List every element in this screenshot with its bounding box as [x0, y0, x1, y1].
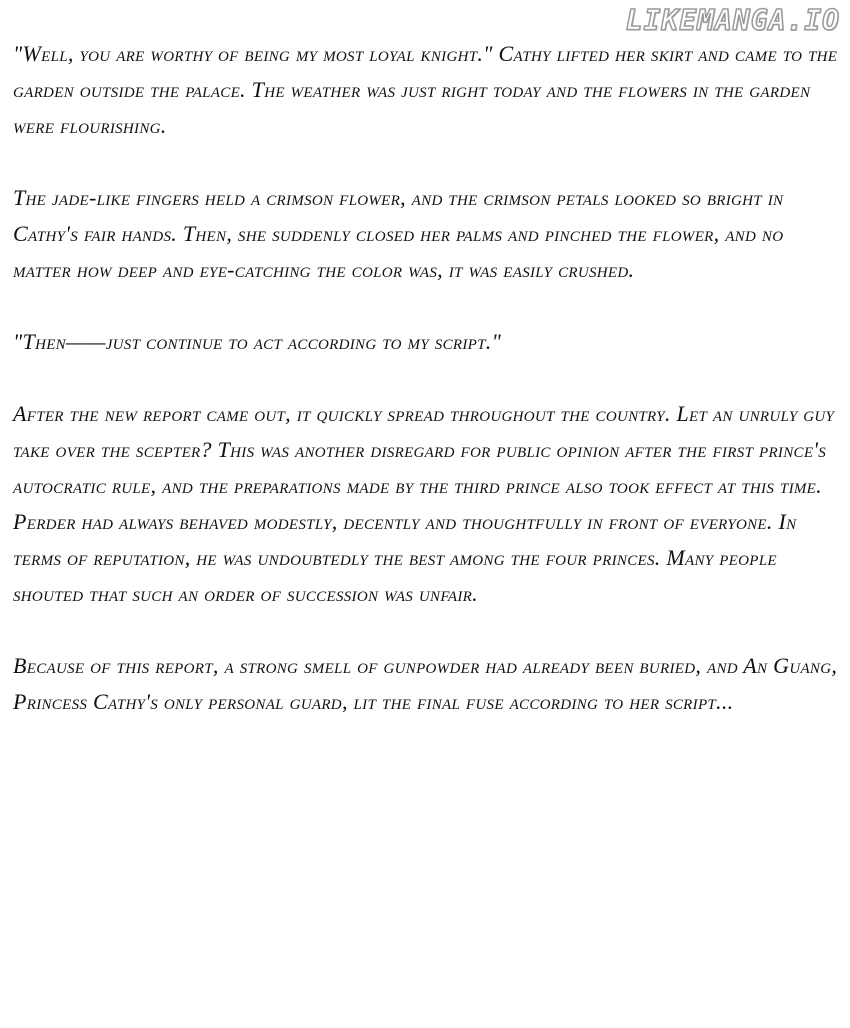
- paragraph: After the new report came out, it quickly spread throughout the country. Let an unruly guy take over the scepter? This was another disregard for public opinion after the first prince's autocratic rule, and the preparations made by the third prince also took effect at this time. Perder had always behaved modestly, decently and thoughtfully in front of everyone. In terms of reputation, he was undoubtedly the best among the four princes. Many people shouted that such an order of succession was unfair.: [13, 401, 835, 606]
- paragraph: "Then——just continue to act according to my script.": [13, 329, 502, 354]
- chapter-text: [13, 36, 843, 756]
- watermark-logo: LIKEMANGA.IO: [625, 4, 840, 37]
- paragraph: Because of this report, a strong smell of gunpowder had already been buried, and An Guang, Princess Cathy's only personal guard, lit the final fuse according to her script...: [13, 653, 838, 714]
- paragraph: "Well, you are worthy of being my most loyal knight." Cathy lifted her skirt and came to the garden outside the palace. The weather was just right today and the flowers in the garden were flourishing.: [13, 41, 838, 138]
- paragraph: The jade-like fingers held a crimson flower, and the crimson petals looked so bright in Cathy's fair hands. Then, she suddenly closed her palms and pinched the flower, and no matter how deep and eye-catching the color was, it was easily crushed.: [13, 185, 784, 282]
